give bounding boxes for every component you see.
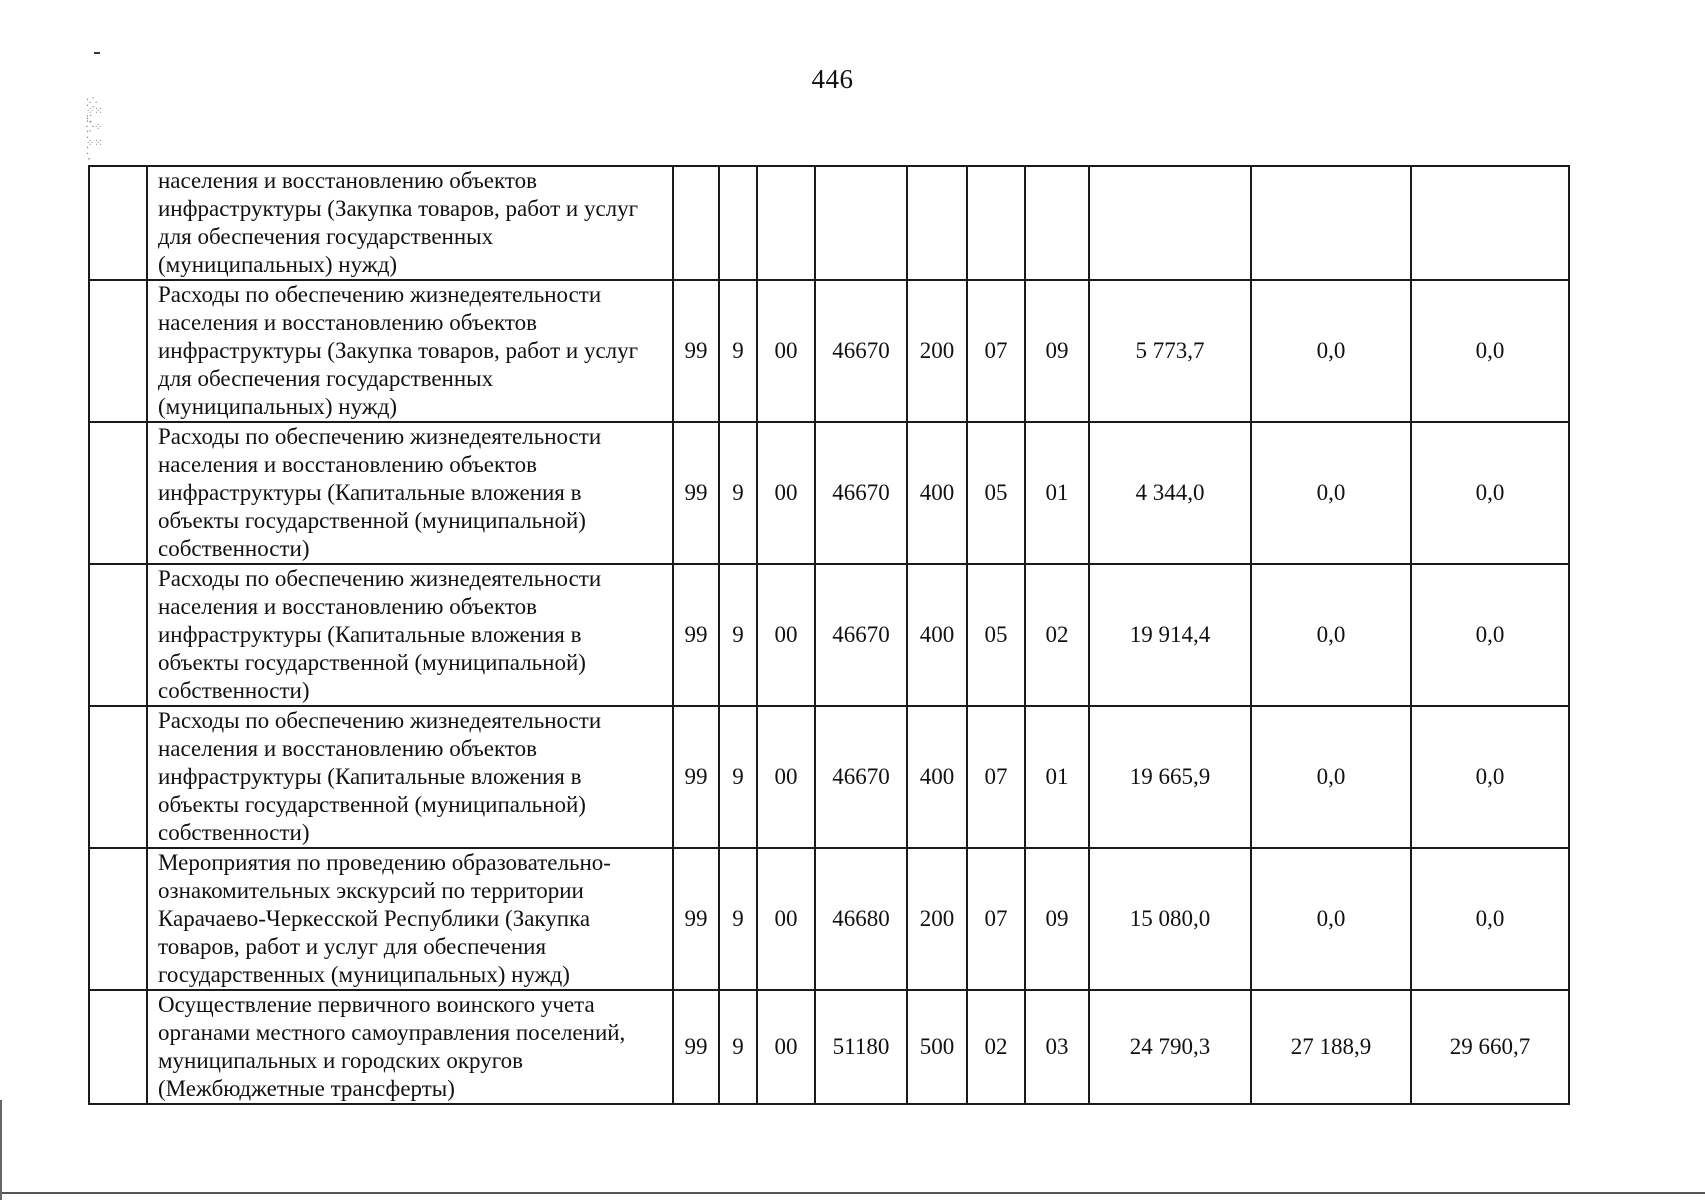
code-cell <box>1025 166 1089 280</box>
amount-cell: 0,0 <box>1251 564 1411 706</box>
amount-cell: 0,0 <box>1411 422 1569 564</box>
code-cell: 9 <box>719 706 757 848</box>
code-cell: 00 <box>757 706 815 848</box>
amount-cell <box>1411 166 1569 280</box>
code-cell: 9 <box>719 990 757 1104</box>
code-cell <box>673 166 719 280</box>
row-number-cell <box>89 166 147 280</box>
code-cell <box>907 166 967 280</box>
code-cell: 9 <box>719 848 757 990</box>
amount-cell: 0,0 <box>1251 848 1411 990</box>
description-cell: Мероприятия по проведению образовательно-ознакомительных экскурсий по территории Карачаево-Черкесской Республики (Закупка товаров, работ и услуг для обеспечения государственных (муниципальных) нужд) <box>147 848 673 990</box>
code-cell: 00 <box>757 564 815 706</box>
amount-cell: 0,0 <box>1411 848 1569 990</box>
code-cell: 99 <box>673 280 719 422</box>
code-cell: 99 <box>673 706 719 848</box>
code-cell: 00 <box>757 280 815 422</box>
code-cell: 07 <box>967 848 1025 990</box>
code-cell: 46670 <box>815 280 907 422</box>
code-cell: 07 <box>967 706 1025 848</box>
budget-table <box>88 165 1570 1105</box>
amount-cell: 19 665,9 <box>1089 706 1251 848</box>
code-cell: 51180 <box>815 990 907 1104</box>
row-number-cell <box>89 990 147 1104</box>
description-cell: Осуществление первичного воинского учета органами местного самоуправления поселений, муниципальных и городских округов (Межбюджетные трансферты) <box>147 990 673 1104</box>
table-row <box>89 166 1569 280</box>
code-cell: 09 <box>1025 848 1089 990</box>
table-row <box>89 422 1569 564</box>
code-cell: 07 <box>967 280 1025 422</box>
row-number-cell <box>89 848 147 990</box>
scan-mark <box>94 52 100 54</box>
amount-cell: 0,0 <box>1251 422 1411 564</box>
amount-cell: 24 790,3 <box>1089 990 1251 1104</box>
code-cell <box>757 166 815 280</box>
code-cell: 02 <box>1025 564 1089 706</box>
amount-cell: 29 660,7 <box>1411 990 1569 1104</box>
amount-cell: 4 344,0 <box>1089 422 1251 564</box>
code-cell: 09 <box>1025 280 1089 422</box>
row-number-cell <box>89 564 147 706</box>
table-row <box>89 706 1569 848</box>
code-cell: 00 <box>757 990 815 1104</box>
code-cell: 99 <box>673 848 719 990</box>
amount-cell: 15 080,0 <box>1089 848 1251 990</box>
amount-cell: 0,0 <box>1411 280 1569 422</box>
code-cell: 01 <box>1025 422 1089 564</box>
table-row <box>89 990 1569 1104</box>
code-cell: 01 <box>1025 706 1089 848</box>
code-cell: 400 <box>907 706 967 848</box>
code-cell: 200 <box>907 848 967 990</box>
description-cell: Расходы по обеспечению жизнедеятельности населения и восстановлению объектов инфраструктуры (Капитальные вложения в объекты государственной (муниципальной) собственности) <box>147 564 673 706</box>
code-cell: 46680 <box>815 848 907 990</box>
code-cell: 99 <box>673 564 719 706</box>
code-cell: 00 <box>757 848 815 990</box>
code-cell: 99 <box>673 422 719 564</box>
code-cell <box>719 166 757 280</box>
row-number-cell <box>89 280 147 422</box>
code-cell <box>967 166 1025 280</box>
code-cell: 00 <box>757 422 815 564</box>
code-cell: 9 <box>719 280 757 422</box>
amount-cell: 0,0 <box>1411 564 1569 706</box>
description-cell: Расходы по обеспечению жизнедеятельности населения и восстановлению объектов инфраструктуры (Закупка товаров, работ и услуг для обеспечения государственных (муниципальных) нужд) <box>147 280 673 422</box>
code-cell: 400 <box>907 564 967 706</box>
amount-cell: 5 773,7 <box>1089 280 1251 422</box>
amount-cell: 0,0 <box>1251 706 1411 848</box>
scan-bottom-edge <box>0 1192 1705 1194</box>
code-cell: 02 <box>967 990 1025 1104</box>
amount-cell: 19 914,4 <box>1089 564 1251 706</box>
code-cell: 03 <box>1025 990 1089 1104</box>
scan-noise: ⁚⁛ ⁘⁙ ⁝⁚ ⁛⁘ ⁚ ⁘⁙ ⁚ · <box>86 98 103 165</box>
amount-cell <box>1089 166 1251 280</box>
code-cell: 99 <box>673 990 719 1104</box>
description-cell: Расходы по обеспечению жизнедеятельности населения и восстановлению объектов инфраструктуры (Капитальные вложения в объекты государственной (муниципальной) собственности) <box>147 422 673 564</box>
table-row <box>89 564 1569 706</box>
row-number-cell <box>89 706 147 848</box>
amount-cell: 27 188,9 <box>1251 990 1411 1104</box>
description-cell: населения и восстановлению объектов инфраструктуры (Закупка товаров, работ и услуг для обеспечения государственных (муниципальных) нужд) <box>147 166 673 280</box>
code-cell: 500 <box>907 990 967 1104</box>
code-cell: 400 <box>907 422 967 564</box>
code-cell: 200 <box>907 280 967 422</box>
code-cell: 05 <box>967 422 1025 564</box>
code-cell: 05 <box>967 564 1025 706</box>
amount-cell <box>1251 166 1411 280</box>
code-cell <box>815 166 907 280</box>
description-cell: Расходы по обеспечению жизнедеятельности населения и восстановлению объектов инфраструктуры (Капитальные вложения в объекты государственной (муниципальной) собственности) <box>147 706 673 848</box>
row-number-cell <box>89 422 147 564</box>
table-row <box>89 280 1569 422</box>
code-cell: 46670 <box>815 422 907 564</box>
code-cell: 9 <box>719 422 757 564</box>
page-number: 446 <box>811 64 854 94</box>
code-cell: 9 <box>719 564 757 706</box>
scan-left-edge <box>0 1100 2 1200</box>
amount-cell: 0,0 <box>1411 706 1569 848</box>
table-row <box>89 848 1569 990</box>
code-cell: 46670 <box>815 564 907 706</box>
amount-cell: 0,0 <box>1251 280 1411 422</box>
code-cell: 46670 <box>815 706 907 848</box>
